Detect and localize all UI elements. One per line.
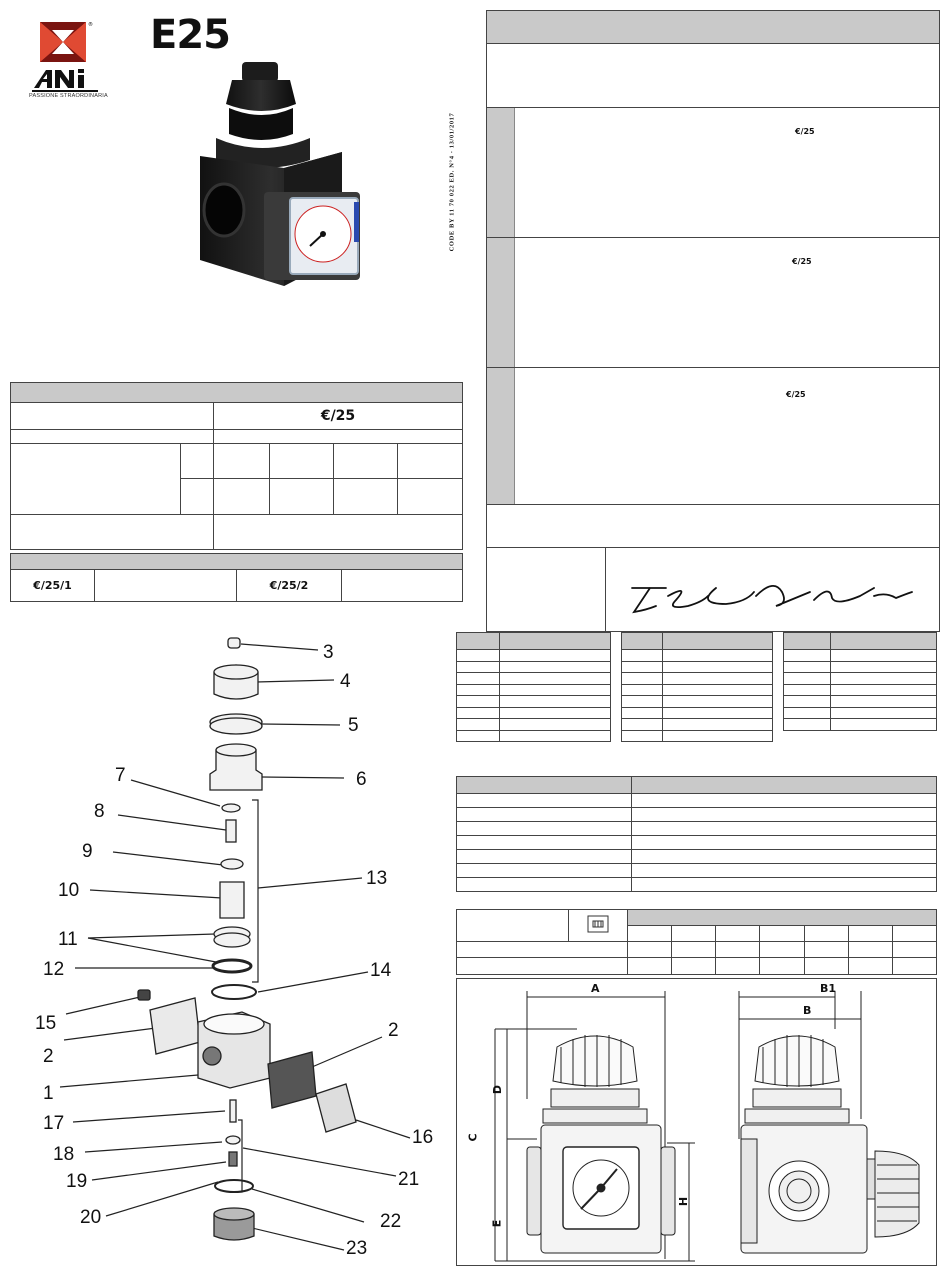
spec-cell xyxy=(214,430,463,444)
section-side-bar xyxy=(487,368,515,504)
dim-label-B: B xyxy=(803,1004,812,1017)
dim-cell xyxy=(716,942,760,958)
notes-cell xyxy=(457,808,632,822)
section-3-mark: €/25 xyxy=(786,390,806,399)
part-label-23: 23 xyxy=(346,1238,368,1259)
svg-text:®: ® xyxy=(88,22,93,28)
dim-label-C: C xyxy=(466,1133,480,1142)
spec-cell xyxy=(398,479,463,515)
declaration-footer-row xyxy=(487,505,939,548)
spec-cell xyxy=(270,444,334,479)
part-label-9: 9 xyxy=(82,841,93,862)
dim-cell xyxy=(672,942,716,958)
parts-cell xyxy=(663,696,773,708)
part-label-15: 15 xyxy=(35,1013,57,1034)
dimension-drawing-svg xyxy=(457,979,938,1267)
part-label-3: 3 xyxy=(323,642,334,663)
spec-table-header xyxy=(11,383,463,403)
part-label-6: 6 xyxy=(356,769,367,790)
dim-cell xyxy=(672,958,716,975)
dim-cell xyxy=(672,926,716,942)
part-label-1: 1 xyxy=(43,1083,54,1104)
parts-cell xyxy=(663,673,773,685)
parts-cell xyxy=(457,719,500,731)
dim-cell xyxy=(892,958,936,975)
dim-cell xyxy=(457,958,628,975)
declaration-header xyxy=(487,11,939,44)
parts-cell xyxy=(622,684,663,696)
parts-cell xyxy=(831,696,937,708)
declaration-intro xyxy=(487,44,939,108)
parts-cell xyxy=(457,661,500,673)
dim-label-B1: B1 xyxy=(820,982,837,995)
dim-cell xyxy=(848,942,892,958)
notes-cell xyxy=(632,864,937,878)
part-label-21: 21 xyxy=(398,1169,420,1190)
parts-cell xyxy=(784,684,831,696)
models-table-header xyxy=(11,554,463,570)
spec-cell xyxy=(214,444,270,479)
dim-cell xyxy=(804,958,848,975)
parts-cell xyxy=(457,684,500,696)
part-label-16: 16 xyxy=(412,1127,434,1148)
part-label-17: 17 xyxy=(43,1113,65,1134)
model-2-desc xyxy=(342,570,463,602)
part-label-18: 18 xyxy=(53,1144,75,1165)
parts-cell xyxy=(784,719,831,731)
parts-cell xyxy=(622,707,663,719)
parts-cell xyxy=(784,673,831,685)
notes-cell xyxy=(632,808,937,822)
dim-cell xyxy=(848,926,892,942)
parts-header xyxy=(831,633,937,650)
notes-cell xyxy=(457,836,632,850)
dim-label-H: H xyxy=(677,1196,691,1207)
part-label-7: 7 xyxy=(115,765,126,786)
dim-cell xyxy=(804,926,848,942)
regulator-product-image xyxy=(192,60,367,295)
parts-cell xyxy=(663,684,773,696)
spec-table xyxy=(10,382,463,550)
part-label-14: 14 xyxy=(370,960,392,981)
dim-cell xyxy=(628,926,672,942)
notes-cell xyxy=(632,794,937,808)
signature-box xyxy=(605,548,940,632)
parts-cell xyxy=(831,719,937,731)
spec-cell xyxy=(214,479,270,515)
part-label-22: 22 xyxy=(380,1211,402,1232)
notes-cell xyxy=(457,822,632,836)
parts-cell xyxy=(663,661,773,673)
exploded-view xyxy=(0,632,450,1272)
notes-cell xyxy=(457,850,632,864)
dim-cell xyxy=(716,958,760,975)
product-title xyxy=(150,12,230,58)
part-label-8: 8 xyxy=(94,801,105,822)
declaration-section-1 xyxy=(487,108,939,238)
model-2-code: €/25/2 xyxy=(237,570,342,602)
parts-cell xyxy=(500,661,611,673)
spec-cell xyxy=(334,444,398,479)
dim-label-D: D xyxy=(491,1084,505,1095)
parts-cell xyxy=(457,673,500,685)
parts-cell xyxy=(784,696,831,708)
notes-header xyxy=(457,777,632,794)
part-label-11: 11 xyxy=(58,929,78,950)
parts-header xyxy=(663,633,773,650)
parts-cell xyxy=(663,719,773,731)
notes-cell xyxy=(457,878,632,892)
notes-cell xyxy=(632,836,937,850)
parts-cell xyxy=(663,730,773,742)
dim-cell xyxy=(628,942,672,958)
dim-cell xyxy=(760,926,804,942)
parts-cell xyxy=(500,650,611,662)
dim-cell xyxy=(716,926,760,942)
part-label-2-right: 2 xyxy=(388,1020,399,1041)
spec-cell xyxy=(11,430,214,444)
spec-cell xyxy=(11,444,181,515)
part-label-2-left: 2 xyxy=(43,1046,54,1067)
parts-cell xyxy=(784,661,831,673)
parts-header xyxy=(784,633,831,650)
declaration-box xyxy=(486,10,940,632)
dim-cell xyxy=(760,958,804,975)
parts-cell xyxy=(500,696,611,708)
dimension-drawing xyxy=(456,978,937,1266)
parts-cell xyxy=(622,719,663,731)
spec-cell xyxy=(334,479,398,515)
parts-cell xyxy=(622,673,663,685)
notes-cell xyxy=(632,822,937,836)
dim-cell xyxy=(760,942,804,958)
parts-header xyxy=(622,633,663,650)
brand-tagline: PASSIONE STRAORDINARIA xyxy=(29,93,108,99)
spec-model-label: €/25 xyxy=(214,403,463,430)
dim-cell xyxy=(457,910,569,942)
parts-cell xyxy=(457,696,500,708)
parts-cell xyxy=(622,730,663,742)
parts-cell xyxy=(663,707,773,719)
dim-header xyxy=(628,910,937,926)
parts-header xyxy=(500,633,611,650)
product-title-text: E25 xyxy=(150,12,230,58)
spec-cell xyxy=(214,515,463,550)
part-label-5: 5 xyxy=(348,715,359,736)
dim-label-E: E xyxy=(490,1219,504,1228)
parts-cell xyxy=(831,707,937,719)
part-label-10: 10 xyxy=(58,880,80,901)
part-label-4: 4 xyxy=(340,671,351,692)
notes-cell xyxy=(457,794,632,808)
model-1-code: €/25/1 xyxy=(11,570,95,602)
parts-cell xyxy=(500,673,611,685)
spec-cell xyxy=(181,444,214,479)
parts-cell xyxy=(622,661,663,673)
part-label-20: 20 xyxy=(80,1207,102,1228)
part-label-12: 12 xyxy=(43,959,65,980)
dim-icon-cell xyxy=(569,910,628,942)
document-code xyxy=(440,102,464,262)
port-size-icon xyxy=(587,915,609,933)
parts-cell xyxy=(831,673,937,685)
notes-header xyxy=(632,777,937,794)
notes-table xyxy=(456,776,937,892)
notes-cell xyxy=(632,850,937,864)
dim-cell xyxy=(892,926,936,942)
parts-table-2 xyxy=(621,632,773,742)
signature xyxy=(606,548,941,632)
models-table xyxy=(10,553,463,602)
declaration-section-3 xyxy=(487,368,939,505)
parts-cell xyxy=(457,650,500,662)
parts-table-1 xyxy=(456,632,611,742)
section-2-mark: €/25 xyxy=(792,257,812,266)
parts-cell xyxy=(622,650,663,662)
parts-cell xyxy=(784,707,831,719)
dim-cell xyxy=(892,942,936,958)
parts-cell xyxy=(622,696,663,708)
section-side-bar xyxy=(487,108,515,237)
parts-cell xyxy=(663,650,773,662)
dim-cell xyxy=(457,942,628,958)
section-1-mark: €/25 xyxy=(795,127,815,136)
spec-cell xyxy=(398,444,463,479)
parts-cell xyxy=(500,730,611,742)
parts-cell xyxy=(500,719,611,731)
parts-table-3 xyxy=(783,632,937,731)
spec-cell xyxy=(270,479,334,515)
parts-header xyxy=(457,633,500,650)
spec-cell xyxy=(181,479,214,515)
spec-cell xyxy=(11,403,214,430)
parts-cell xyxy=(457,730,500,742)
spec-cell xyxy=(11,515,214,550)
parts-cell xyxy=(831,684,937,696)
model-1-desc xyxy=(95,570,237,602)
dim-label-A: A xyxy=(591,982,600,995)
dim-cell xyxy=(628,958,672,975)
parts-cell xyxy=(831,661,937,673)
notes-cell xyxy=(457,864,632,878)
dim-cell xyxy=(804,942,848,958)
part-label-13: 13 xyxy=(366,868,388,889)
section-side-bar xyxy=(487,238,515,367)
parts-cell xyxy=(457,707,500,719)
declaration-section-2 xyxy=(487,238,939,368)
parts-cell xyxy=(500,707,611,719)
document-code-text: CODE BY 11 70 022 ED. N°4 - 13/01/2017 xyxy=(448,112,456,252)
part-label-19: 19 xyxy=(66,1171,88,1192)
parts-cell xyxy=(831,650,937,662)
parts-cell xyxy=(784,650,831,662)
parts-cell xyxy=(500,684,611,696)
notes-cell xyxy=(632,878,937,892)
dim-cell xyxy=(848,958,892,975)
dimension-table xyxy=(456,909,937,975)
